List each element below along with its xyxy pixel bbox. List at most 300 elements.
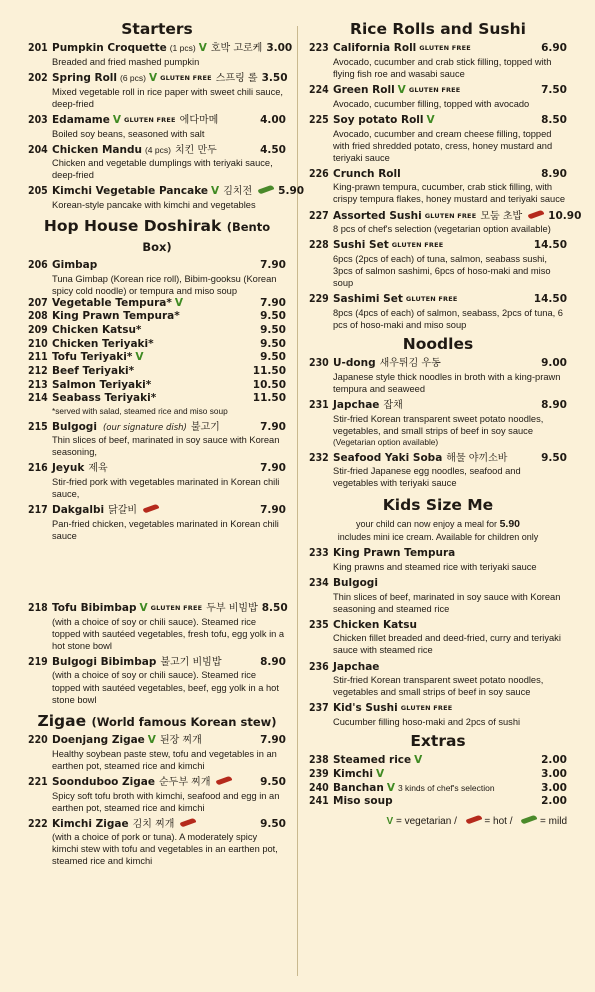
item-description: Pan-fried chicken, vegetables marinated in Korean chili sauce bbox=[52, 518, 279, 541]
item-description: Mixed vegetable roll in rice paper with sweet chili sauce, deep-fried bbox=[52, 86, 283, 109]
item-number: 222 bbox=[28, 817, 48, 830]
menu-item bbox=[309, 795, 567, 809]
item-description: Japanese style thick noodles in broth with a king-prawn tempura and seaweed bbox=[333, 371, 561, 395]
menu-item bbox=[309, 399, 567, 448]
menu-item-header bbox=[28, 504, 286, 518]
item-description: Stir-fried Korean transparent sweet potato noodles, vegetables and small strips of beef in soy sauce bbox=[333, 675, 544, 698]
item-price: 10.50 bbox=[252, 378, 286, 391]
item-number: 211 bbox=[28, 351, 48, 364]
item-price: 9.00 bbox=[541, 357, 567, 370]
menu-item bbox=[28, 776, 286, 814]
korean-name: 새우튀김 우동 bbox=[379, 358, 441, 370]
menu-item bbox=[309, 782, 567, 796]
item-price: 5.90 bbox=[278, 185, 305, 198]
item-number: 232 bbox=[309, 451, 329, 464]
menu-item-header bbox=[309, 239, 567, 253]
item-description: Spicy soft tofu broth with kimchi, seafood and egg in an earthen pot, steamed rice and kimchi bbox=[52, 790, 280, 813]
item-description: Avocado, cucumber filling, topped with avocado bbox=[333, 98, 530, 109]
item-price: 7.90 bbox=[260, 420, 286, 433]
menu-item bbox=[309, 547, 567, 573]
menu-item bbox=[309, 768, 567, 782]
item-description: Chicken fillet breaded and deed-fried, curry and teriyaki sauce with steamed rice bbox=[333, 633, 561, 656]
zigae-subtitle: (World famous Korean stew) bbox=[91, 714, 277, 729]
item-description: 6pcs (2pcs of each) of tuna, salmon, seabass sushi, 3pcs of salmon sashimi, 6pcs of hoso-maki and miso soup bbox=[333, 253, 551, 289]
item-name: Gimbap bbox=[52, 258, 98, 271]
item-number: 228 bbox=[309, 239, 329, 252]
item-name-group bbox=[52, 392, 249, 406]
gluten-free-badge: GLUTEN FREE bbox=[391, 241, 444, 250]
menu-item bbox=[309, 619, 567, 657]
item-description: Chicken and vegetable dumplings with teriyaki sauce, deep-fried bbox=[52, 158, 273, 181]
menu-item-header bbox=[309, 661, 567, 675]
menu-item-header bbox=[28, 185, 305, 199]
doshirak-subtitle: (Bento Box) bbox=[142, 220, 271, 254]
item-description: Stir-fried pork with vegetables marinated in Korean chili sauce, bbox=[52, 477, 280, 500]
item-name: Japchae bbox=[333, 660, 380, 673]
item-price: 3.50 bbox=[261, 72, 288, 85]
item-number: 205 bbox=[28, 185, 48, 198]
item-number: 239 bbox=[309, 768, 329, 781]
item-price: 8.90 bbox=[541, 399, 567, 412]
kids-list bbox=[309, 547, 567, 728]
red-chili-pepper-icon bbox=[465, 814, 482, 824]
item-name: Tofu Teriyaki* bbox=[52, 351, 133, 364]
item-name-group bbox=[52, 144, 256, 158]
item-name: Steamed rice bbox=[333, 754, 412, 767]
item-name-group bbox=[52, 776, 256, 790]
item-number: 201 bbox=[28, 42, 48, 55]
vegetarian-mark: V bbox=[139, 601, 148, 614]
legend-v-mark: V bbox=[386, 815, 394, 827]
menu-item-header bbox=[28, 462, 286, 476]
menu-item bbox=[28, 324, 286, 338]
menu-item-header bbox=[309, 782, 567, 796]
item-description: Avocado, cucumber and crab stick filling, topped with flying fish roe and wasabi sauce bbox=[333, 57, 552, 80]
item-description: King prawns and steamed rice with teriyaki sauce bbox=[333, 561, 537, 572]
item-price: 9.50 bbox=[260, 775, 286, 788]
zigae-title: Zigae bbox=[37, 711, 87, 730]
menu-item-header bbox=[309, 42, 567, 56]
vegetarian-mark: V bbox=[426, 113, 435, 126]
item-name-group bbox=[52, 338, 256, 352]
item-name: California Roll bbox=[333, 42, 417, 55]
item-name-group bbox=[333, 452, 537, 466]
item-price: 6.90 bbox=[541, 42, 567, 55]
item-number: 224 bbox=[309, 84, 329, 97]
vegetarian-mark: V bbox=[414, 754, 423, 767]
item-price: 9.50 bbox=[260, 351, 286, 364]
item-name-group bbox=[333, 399, 537, 413]
gluten-free-badge: GLUTEN FREE bbox=[408, 86, 461, 95]
menu-item-header bbox=[28, 365, 286, 379]
item-name: Kid's Sushi bbox=[333, 702, 398, 715]
right-column bbox=[309, 20, 582, 828]
korean-name: 스프링 롤 bbox=[215, 73, 258, 85]
item-note: (Vegetarian option available) bbox=[333, 436, 439, 447]
item-description: Thin slices of beef, marinated in soy sauce with Korean seasoning and steamed rice bbox=[333, 591, 561, 614]
noodles-list bbox=[309, 357, 567, 489]
menu-item-header bbox=[28, 338, 286, 352]
item-name: Chicken Katsu bbox=[333, 618, 417, 631]
item-description: (with a choice of soy or chili sauce). Steamed rice topped with sautéed vegetables, beef, egg yolk in a hot stone bowl bbox=[52, 670, 279, 705]
item-number: 226 bbox=[309, 167, 329, 180]
vegetarian-mark: V bbox=[135, 351, 144, 364]
menu-item-header bbox=[309, 619, 567, 633]
item-number: 207 bbox=[28, 296, 48, 309]
doshirak-list bbox=[28, 259, 286, 406]
item-description: (with a choice of soy or chili sauce). Steamed rice topped with sautéed vegetables, fresh tofu, egg yolk in a hot stone bowl bbox=[52, 616, 285, 651]
vegetarian-mark: V bbox=[148, 72, 158, 85]
item-name: U-dong bbox=[333, 357, 376, 370]
legend bbox=[309, 815, 567, 828]
item-number: 233 bbox=[309, 547, 329, 560]
item-name-group bbox=[333, 619, 567, 633]
item-number: 209 bbox=[28, 323, 48, 336]
menu-item bbox=[28, 818, 286, 868]
korean-name: 닭갈비 bbox=[108, 505, 138, 517]
item-description: 8pcs (4pcs of each) of salmon, seabass, 2pcs of tuna, 6 pcs of hoso-maki and miso soup bbox=[333, 307, 563, 330]
item-name-group bbox=[333, 577, 567, 591]
item-name-group bbox=[333, 754, 537, 768]
item-name: Kimchi bbox=[333, 768, 373, 781]
column-divider bbox=[297, 26, 298, 976]
gluten-free-badge: GLUTEN FREE bbox=[124, 115, 176, 124]
item-description: Boiled soy beans, seasoned with salt bbox=[52, 128, 205, 139]
item-number: 213 bbox=[28, 378, 48, 391]
korean-name: 된장 찌개 bbox=[159, 735, 202, 747]
item-name: Jeyuk bbox=[52, 462, 85, 475]
item-price: 2.00 bbox=[541, 754, 567, 767]
item-price: 8.50 bbox=[541, 113, 567, 126]
item-price: 7.90 bbox=[260, 734, 286, 747]
item-quantity: (6 pcs) bbox=[120, 73, 146, 84]
item-price: 7.50 bbox=[541, 84, 567, 97]
item-number: 223 bbox=[309, 42, 329, 55]
item-price: 4.50 bbox=[260, 143, 286, 156]
item-number: 236 bbox=[309, 660, 329, 673]
item-name: Bulgogi bbox=[333, 576, 378, 589]
menu-item-header bbox=[309, 293, 567, 307]
item-number: 202 bbox=[28, 72, 48, 85]
gluten-free-badge: GLUTEN FREE bbox=[405, 295, 458, 304]
korean-name: 김치 찌개 bbox=[132, 818, 175, 830]
item-name-group bbox=[333, 357, 537, 371]
item-number: 212 bbox=[28, 364, 48, 377]
item-description: Cucumber filling hoso-maki and 2pcs of sushi bbox=[333, 716, 521, 727]
item-name: Green Roll bbox=[333, 84, 395, 97]
item-name: Edamame bbox=[52, 113, 110, 126]
item-number: 208 bbox=[28, 310, 48, 323]
left-column bbox=[28, 20, 305, 872]
item-name-group bbox=[333, 547, 567, 561]
item-name: Chicken Teriyaki* bbox=[52, 337, 154, 350]
item-price: 3.00 bbox=[541, 768, 567, 781]
doshirak-title: Hop House Doshirak bbox=[43, 217, 222, 236]
menu-item bbox=[28, 602, 286, 652]
menu-item-header bbox=[309, 399, 567, 413]
menu-item bbox=[309, 239, 567, 289]
menu-item bbox=[309, 293, 567, 331]
menu-item bbox=[309, 452, 567, 490]
kids-intro-price: 5.90 bbox=[499, 517, 521, 530]
item-name-group bbox=[333, 168, 537, 182]
menu-item-header bbox=[309, 209, 582, 224]
item-name-group bbox=[52, 324, 256, 338]
item-name: Chicken Mandu bbox=[52, 143, 142, 156]
item-price: 3.00 bbox=[541, 781, 567, 794]
item-number: 230 bbox=[309, 357, 329, 370]
item-price: 2.00 bbox=[541, 795, 567, 808]
menu-item bbox=[28, 351, 286, 365]
vegetarian-mark: V bbox=[112, 113, 122, 126]
item-description: Stir-fried Korean transparent sweet potato noodles, vegetables, and small strips of beef in soy sauce bbox=[333, 413, 544, 436]
menu-item bbox=[28, 72, 286, 110]
menu-item-header bbox=[28, 144, 286, 158]
item-name-group bbox=[52, 421, 256, 435]
item-price: 7.90 bbox=[260, 504, 286, 517]
gluten-free-badge: GLUTEN FREE bbox=[419, 44, 471, 53]
item-name: Tofu Bibimbap bbox=[52, 601, 137, 614]
item-number: 221 bbox=[28, 775, 48, 788]
menu-item-header bbox=[309, 168, 567, 182]
item-inline-desc: 3 kinds of chef's selection bbox=[397, 782, 495, 793]
item-name: King Prawn Tempura* bbox=[52, 310, 180, 323]
korean-name: 불고기 비빔밥 bbox=[160, 656, 222, 668]
item-description: Stir-fried Japanese egg noodles, seafood and vegetables with teriyaki sauce bbox=[333, 466, 521, 489]
doshirak-footnote: *served with salad, steamed rice and miso soup bbox=[52, 405, 228, 416]
item-number: 216 bbox=[28, 462, 48, 475]
item-name: Soonduboo Zigae bbox=[52, 775, 155, 788]
item-price: 4.00 bbox=[260, 113, 286, 126]
menu-item-header bbox=[309, 754, 567, 768]
item-name: Seafood Yaki Soba bbox=[333, 451, 443, 464]
gluten-free-badge: GLUTEN FREE bbox=[160, 74, 212, 83]
item-price: 7.90 bbox=[260, 296, 286, 309]
menu-item bbox=[28, 297, 286, 311]
green-chili-pepper-icon bbox=[258, 185, 275, 195]
item-name: Salmon Teriyaki* bbox=[52, 378, 152, 391]
extras-list bbox=[309, 754, 567, 809]
menu-item-header bbox=[28, 351, 286, 365]
item-number: 225 bbox=[309, 113, 329, 126]
item-name-group bbox=[333, 293, 530, 307]
red-chili-pepper-icon bbox=[216, 775, 233, 785]
menu-item bbox=[28, 365, 286, 379]
menu-item-header bbox=[28, 42, 293, 56]
menu-item-header bbox=[309, 795, 567, 809]
menu-item-header bbox=[28, 602, 286, 616]
sushi-list bbox=[309, 42, 582, 331]
menu-item-header bbox=[309, 768, 567, 782]
item-number: 215 bbox=[28, 420, 48, 433]
doshirak-list-2 bbox=[28, 421, 286, 542]
menu-item-header bbox=[28, 421, 286, 435]
menu-item bbox=[309, 754, 567, 768]
item-name-group bbox=[333, 702, 567, 716]
item-description: Korean-style pancake with kimchi and vegetables bbox=[52, 200, 256, 211]
green-chili-pepper-icon bbox=[521, 814, 538, 824]
item-price: 8.90 bbox=[541, 167, 567, 180]
vegetarian-mark: V bbox=[386, 781, 395, 794]
item-price: 3.00 bbox=[266, 42, 293, 55]
menu-item bbox=[28, 144, 286, 182]
menu-item-header bbox=[28, 297, 286, 311]
menu-item bbox=[28, 310, 286, 324]
menu-item-header bbox=[309, 547, 567, 561]
item-name-group bbox=[52, 379, 249, 393]
menu-item bbox=[309, 42, 567, 80]
menu-item-header bbox=[28, 259, 286, 273]
item-price: 11.50 bbox=[252, 392, 286, 405]
item-name: Banchan bbox=[333, 781, 384, 794]
section-title-noodles: Noodles bbox=[402, 334, 474, 353]
item-name-group bbox=[333, 42, 537, 56]
menu-item-header bbox=[309, 84, 567, 98]
red-chili-pepper-icon bbox=[143, 504, 160, 514]
item-name: Soy potato Roll bbox=[333, 113, 424, 126]
item-name-group bbox=[333, 84, 537, 98]
item-name-group bbox=[52, 365, 249, 379]
item-name-group bbox=[52, 504, 256, 518]
item-number: 214 bbox=[28, 392, 48, 405]
menu-item bbox=[309, 168, 567, 206]
legend-mild-text: = mild bbox=[540, 815, 567, 827]
item-name: Pumpkin Croquette bbox=[52, 42, 167, 55]
item-name: Kimchi Vegetable Pancake bbox=[52, 185, 209, 198]
menu-item bbox=[309, 84, 567, 110]
menu-item bbox=[28, 504, 286, 542]
item-number: 238 bbox=[309, 754, 329, 767]
item-name-group bbox=[333, 661, 567, 675]
menu-item-header bbox=[28, 392, 286, 406]
menu-item bbox=[28, 185, 305, 211]
item-name-group bbox=[333, 768, 537, 782]
korean-name: 잡채 bbox=[383, 400, 403, 412]
item-name: Bulgogi Bibimbap bbox=[52, 655, 157, 668]
item-number: 219 bbox=[28, 655, 48, 668]
menu-item bbox=[309, 357, 567, 395]
menu-item bbox=[28, 259, 286, 297]
item-name-group bbox=[52, 310, 256, 324]
menu-item bbox=[28, 379, 286, 393]
item-name-group bbox=[52, 602, 258, 616]
legend-hot-text: = hot / bbox=[484, 815, 513, 827]
item-name: Seabass Teriyaki* bbox=[52, 392, 157, 405]
item-number: 220 bbox=[28, 734, 48, 747]
item-name: Sashimi Set bbox=[333, 293, 403, 306]
item-price: 7.90 bbox=[260, 462, 286, 475]
item-number: 241 bbox=[309, 795, 329, 808]
item-name-group bbox=[52, 42, 262, 56]
item-number: 204 bbox=[28, 143, 48, 156]
item-price: 9.50 bbox=[260, 310, 286, 323]
menu-item-header bbox=[28, 114, 286, 128]
section-title-doshirak bbox=[28, 217, 286, 256]
section-title-extras: Extras bbox=[410, 732, 466, 751]
menu-item bbox=[28, 656, 286, 706]
item-price: 11.50 bbox=[252, 364, 286, 377]
item-number: 237 bbox=[309, 702, 329, 715]
menu-item-header bbox=[309, 357, 567, 371]
item-description: Avocado, cucumber and cream cheese filling, topped with fried shredded potato, cress, honey mustard and teriyaki sauce bbox=[333, 128, 553, 163]
item-name: Doenjang Zigae bbox=[52, 734, 145, 747]
item-description: Tuna Gimbap (Korean rice roll), Bibim-gooksu (Korean spicy cold noodle) or tempura and miso soup bbox=[52, 273, 277, 296]
item-name: Vegetable Tempura* bbox=[52, 296, 172, 309]
item-name: King Prawn Tempura bbox=[333, 547, 456, 560]
menu-item bbox=[28, 114, 286, 140]
item-name: Sushi Set bbox=[333, 239, 389, 252]
item-number: 234 bbox=[309, 576, 329, 589]
item-price: 9.50 bbox=[260, 323, 286, 336]
vegetarian-mark: V bbox=[397, 84, 406, 97]
item-name-group bbox=[333, 210, 544, 224]
menu-item bbox=[28, 338, 286, 352]
korean-name: 모둠 초밥 bbox=[480, 210, 523, 222]
item-name-group bbox=[52, 734, 256, 748]
menu-item bbox=[28, 734, 286, 772]
menu-item-header bbox=[28, 656, 286, 670]
item-name: Beef Teriyaki* bbox=[52, 364, 135, 377]
kids-intro-text: your child can now enjoy a meal for bbox=[355, 518, 498, 529]
menu-item-header bbox=[28, 72, 286, 86]
item-price: 7.90 bbox=[260, 258, 286, 271]
gluten-free-badge: GLUTEN FREE bbox=[424, 211, 477, 220]
item-name: Bulgogi bbox=[52, 420, 97, 433]
item-name-group bbox=[333, 239, 530, 253]
item-name-group bbox=[333, 795, 537, 809]
menu-item bbox=[28, 42, 293, 68]
section-title-starters: Starters bbox=[121, 20, 193, 38]
item-number: 206 bbox=[28, 258, 48, 271]
item-number: 210 bbox=[28, 337, 48, 350]
item-price: 9.50 bbox=[260, 817, 286, 830]
starters-list bbox=[28, 42, 305, 211]
menu-item-header bbox=[28, 734, 286, 748]
item-name-group bbox=[52, 72, 258, 86]
item-description: Healthy soybean paste stew, tofu and vegetables in an earthen pot, steamed rice and kimchi bbox=[52, 748, 277, 771]
section-title-kids: Kids Size Me bbox=[382, 495, 494, 514]
item-name: Kimchi Zigae bbox=[52, 817, 129, 830]
item-name: Crunch Roll bbox=[333, 167, 401, 180]
korean-name: 순두부 찌개 bbox=[159, 776, 211, 788]
item-name: Chicken Katsu* bbox=[52, 323, 142, 336]
item-quantity: (4 pcs) bbox=[144, 144, 171, 155]
item-number: 217 bbox=[28, 504, 48, 517]
legend-vegetarian-text: = vegetarian / bbox=[395, 815, 457, 827]
menu-item-header bbox=[309, 577, 567, 591]
menu-item-header bbox=[28, 379, 286, 393]
item-name-group bbox=[52, 818, 256, 832]
item-number: 231 bbox=[309, 399, 329, 412]
item-name-group bbox=[52, 259, 256, 273]
korean-name: 김치전 bbox=[223, 186, 253, 198]
zigae-list bbox=[28, 734, 286, 867]
item-number: 203 bbox=[28, 113, 48, 126]
menu-item-header bbox=[28, 310, 286, 324]
menu-item-header bbox=[28, 324, 286, 338]
item-number: 235 bbox=[309, 618, 329, 631]
item-name-group bbox=[333, 782, 537, 796]
gluten-free-badge: GLUTEN FREE bbox=[400, 704, 453, 713]
menu-item-header bbox=[309, 702, 567, 716]
item-price: 14.50 bbox=[533, 293, 567, 306]
vegetarian-mark: V bbox=[375, 768, 385, 781]
vegetarian-mark: V bbox=[198, 42, 207, 55]
korean-name: 불고기 bbox=[190, 421, 220, 433]
menu-item-header bbox=[309, 114, 567, 128]
item-price: 8.50 bbox=[261, 601, 288, 614]
item-name: Assorted Sushi bbox=[333, 209, 422, 222]
